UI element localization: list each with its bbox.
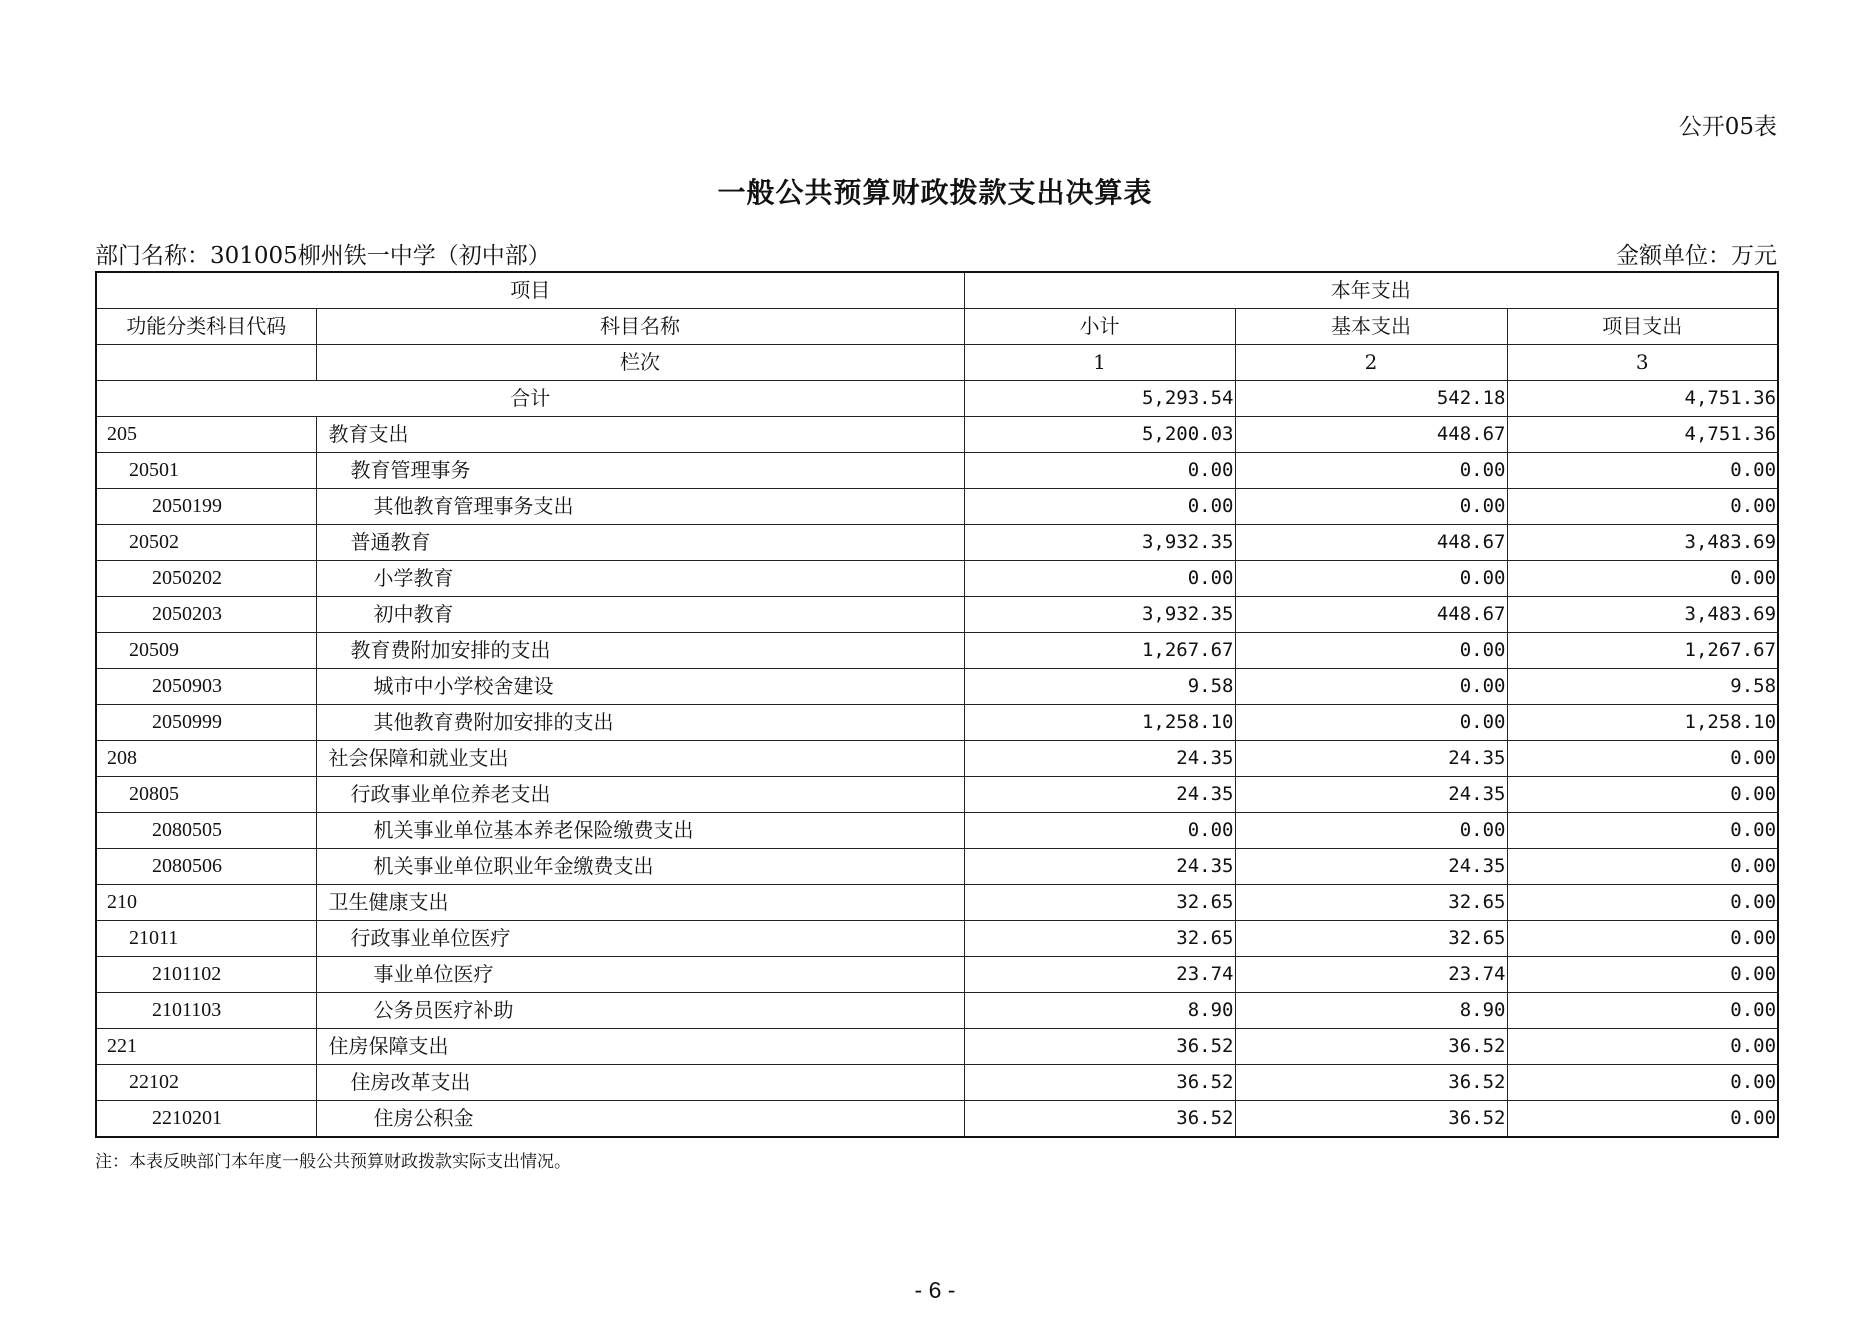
table-row [96, 669, 1778, 705]
header-project: 项目支出 [1507, 309, 1778, 345]
row-subtotal: 24.35 [964, 849, 1235, 885]
table-row [96, 525, 1778, 561]
expenditure-table [95, 271, 1779, 1138]
table-row [96, 1065, 1778, 1101]
row-subject-name: 其他教育管理事务支出 [316, 489, 964, 525]
table-row [96, 417, 1778, 453]
row-basic: 36.52 [1235, 1029, 1507, 1065]
row-subject-name: 普通教育 [316, 525, 964, 561]
table-row [96, 813, 1778, 849]
amount-unit: 金额单位：万元 [1616, 243, 1777, 269]
table-row [96, 885, 1778, 921]
row-code: 2101103 [96, 993, 316, 1029]
row-project: 0.00 [1507, 777, 1778, 813]
table-row [96, 453, 1778, 489]
header-col-1: 1 [964, 345, 1235, 381]
row-project: 0.00 [1507, 489, 1778, 525]
row-basic: 24.35 [1235, 849, 1507, 885]
row-basic: 32.65 [1235, 921, 1507, 957]
total-row [96, 381, 1778, 417]
row-code: 20501 [96, 453, 316, 489]
row-code: 2101102 [96, 957, 316, 993]
row-basic: 23.74 [1235, 957, 1507, 993]
row-subject-name: 行政事业单位养老支出 [316, 777, 964, 813]
table-row [96, 561, 1778, 597]
row-subject-name: 小学教育 [316, 561, 964, 597]
row-basic: 36.52 [1235, 1101, 1507, 1138]
row-code: 2080505 [96, 813, 316, 849]
row-subtotal: 32.65 [964, 885, 1235, 921]
row-subject-name: 机关事业单位职业年金缴费支出 [316, 849, 964, 885]
table-title: 一般公共预算财政拨款支出决算表 [717, 176, 1153, 209]
row-code: 208 [96, 741, 316, 777]
row-basic: 0.00 [1235, 489, 1507, 525]
row-code: 2050999 [96, 705, 316, 741]
row-subtotal: 9.58 [964, 669, 1235, 705]
table-row [96, 957, 1778, 993]
row-subject-name: 城市中小学校舍建设 [316, 669, 964, 705]
header-blank [96, 345, 316, 381]
row-subject-name: 其他教育费附加安排的支出 [316, 705, 964, 741]
row-code: 20509 [96, 633, 316, 669]
header-code: 功能分类科目代码 [96, 309, 316, 345]
row-basic: 0.00 [1235, 813, 1507, 849]
header-row-2 [96, 309, 1778, 345]
header-subject: 科目名称 [316, 309, 964, 345]
table-row [96, 993, 1778, 1029]
row-basic: 448.67 [1235, 417, 1507, 453]
row-code: 2050203 [96, 597, 316, 633]
row-basic: 24.35 [1235, 777, 1507, 813]
row-project: 0.00 [1507, 921, 1778, 957]
row-basic: 0.00 [1235, 669, 1507, 705]
header-basic: 基本支出 [1235, 309, 1507, 345]
row-subtotal: 8.90 [964, 993, 1235, 1029]
table-row [96, 777, 1778, 813]
table-row [96, 1029, 1778, 1065]
table-row [96, 633, 1778, 669]
form-number: 公开05表 [1678, 114, 1777, 140]
row-subtotal: 3,932.35 [964, 525, 1235, 561]
row-basic: 0.00 [1235, 561, 1507, 597]
row-subtotal: 36.52 [964, 1029, 1235, 1065]
row-subtotal: 23.74 [964, 957, 1235, 993]
row-subject-name: 住房公积金 [316, 1101, 964, 1138]
row-subject-name: 初中教育 [316, 597, 964, 633]
row-code: 21011 [96, 921, 316, 957]
row-subtotal: 36.52 [964, 1101, 1235, 1138]
header-col-2: 2 [1235, 345, 1507, 381]
row-code: 205 [96, 417, 316, 453]
row-code: 2080506 [96, 849, 316, 885]
row-code: 20805 [96, 777, 316, 813]
table-row [96, 489, 1778, 525]
header-row-3 [96, 345, 1778, 381]
table-note: 注：本表反映部门本年度一般公共预算财政拨款实际支出情况。 [95, 1152, 571, 1172]
header-item: 项目 [96, 272, 964, 309]
row-subtotal: 32.65 [964, 921, 1235, 957]
table-row [96, 849, 1778, 885]
row-subtotal: 3,932.35 [964, 597, 1235, 633]
row-subject-name: 住房改革支出 [316, 1065, 964, 1101]
row-subtotal: 36.52 [964, 1065, 1235, 1101]
row-basic: 448.67 [1235, 597, 1507, 633]
row-project: 4,751.36 [1507, 417, 1778, 453]
row-project: 0.00 [1507, 813, 1778, 849]
row-code: 2050202 [96, 561, 316, 597]
row-subject-name: 事业单位医疗 [316, 957, 964, 993]
table-row [96, 921, 1778, 957]
row-code: 2050199 [96, 489, 316, 525]
header-subtotal: 小计 [964, 309, 1235, 345]
row-subtotal: 0.00 [964, 813, 1235, 849]
total-subtotal: 5,293.54 [964, 381, 1235, 417]
table-row [96, 1101, 1778, 1138]
row-subject-name: 行政事业单位医疗 [316, 921, 964, 957]
row-basic: 0.00 [1235, 453, 1507, 489]
row-subject-name: 住房保障支出 [316, 1029, 964, 1065]
row-project: 0.00 [1507, 741, 1778, 777]
row-subtotal: 0.00 [964, 561, 1235, 597]
row-code: 20502 [96, 525, 316, 561]
total-project: 4,751.36 [1507, 381, 1778, 417]
row-subject-name: 机关事业单位基本养老保险缴费支出 [316, 813, 964, 849]
header-current-year: 本年支出 [964, 272, 1778, 309]
row-subject-name: 教育管理事务 [316, 453, 964, 489]
row-project: 0.00 [1507, 1101, 1778, 1138]
table-row [96, 597, 1778, 633]
row-subtotal: 0.00 [964, 489, 1235, 525]
row-subtotal: 5,200.03 [964, 417, 1235, 453]
row-basic: 0.00 [1235, 633, 1507, 669]
row-project: 0.00 [1507, 1065, 1778, 1101]
row-basic: 24.35 [1235, 741, 1507, 777]
row-project: 0.00 [1507, 885, 1778, 921]
total-basic: 542.18 [1235, 381, 1507, 417]
row-code: 2210201 [96, 1101, 316, 1138]
row-basic: 8.90 [1235, 993, 1507, 1029]
row-subject-name: 公务员医疗补助 [316, 993, 964, 1029]
row-project: 0.00 [1507, 957, 1778, 993]
row-subtotal: 1,267.67 [964, 633, 1235, 669]
row-subtotal: 1,258.10 [964, 705, 1235, 741]
row-project: 0.00 [1507, 1029, 1778, 1065]
row-project: 3,483.69 [1507, 525, 1778, 561]
row-subject-name: 卫生健康支出 [316, 885, 964, 921]
row-basic: 36.52 [1235, 1065, 1507, 1101]
table-row [96, 705, 1778, 741]
row-project: 0.00 [1507, 561, 1778, 597]
row-subtotal: 24.35 [964, 777, 1235, 813]
row-code: 221 [96, 1029, 316, 1065]
row-project: 3,483.69 [1507, 597, 1778, 633]
header-col-3: 3 [1507, 345, 1778, 381]
row-subtotal: 0.00 [964, 453, 1235, 489]
row-project: 0.00 [1507, 453, 1778, 489]
department-name: 部门名称：301005柳州铁一中学（初中部） [95, 243, 551, 269]
row-project: 9.58 [1507, 669, 1778, 705]
row-code: 2050903 [96, 669, 316, 705]
total-label: 合计 [96, 381, 964, 417]
row-basic: 32.65 [1235, 885, 1507, 921]
row-subject-name: 教育支出 [316, 417, 964, 453]
row-project: 0.00 [1507, 849, 1778, 885]
row-basic: 448.67 [1235, 525, 1507, 561]
header-column-label: 栏次 [316, 345, 964, 381]
row-subject-name: 教育费附加安排的支出 [316, 633, 964, 669]
row-basic: 0.00 [1235, 705, 1507, 741]
row-project: 1,267.67 [1507, 633, 1778, 669]
row-code: 210 [96, 885, 316, 921]
table-row [96, 741, 1778, 777]
row-subtotal: 24.35 [964, 741, 1235, 777]
row-code: 22102 [96, 1065, 316, 1101]
row-project: 0.00 [1507, 993, 1778, 1029]
row-project: 1,258.10 [1507, 705, 1778, 741]
header-row-1 [96, 272, 1778, 309]
page-number: - 6 - [914, 1277, 956, 1303]
row-subject-name: 社会保障和就业支出 [316, 741, 964, 777]
